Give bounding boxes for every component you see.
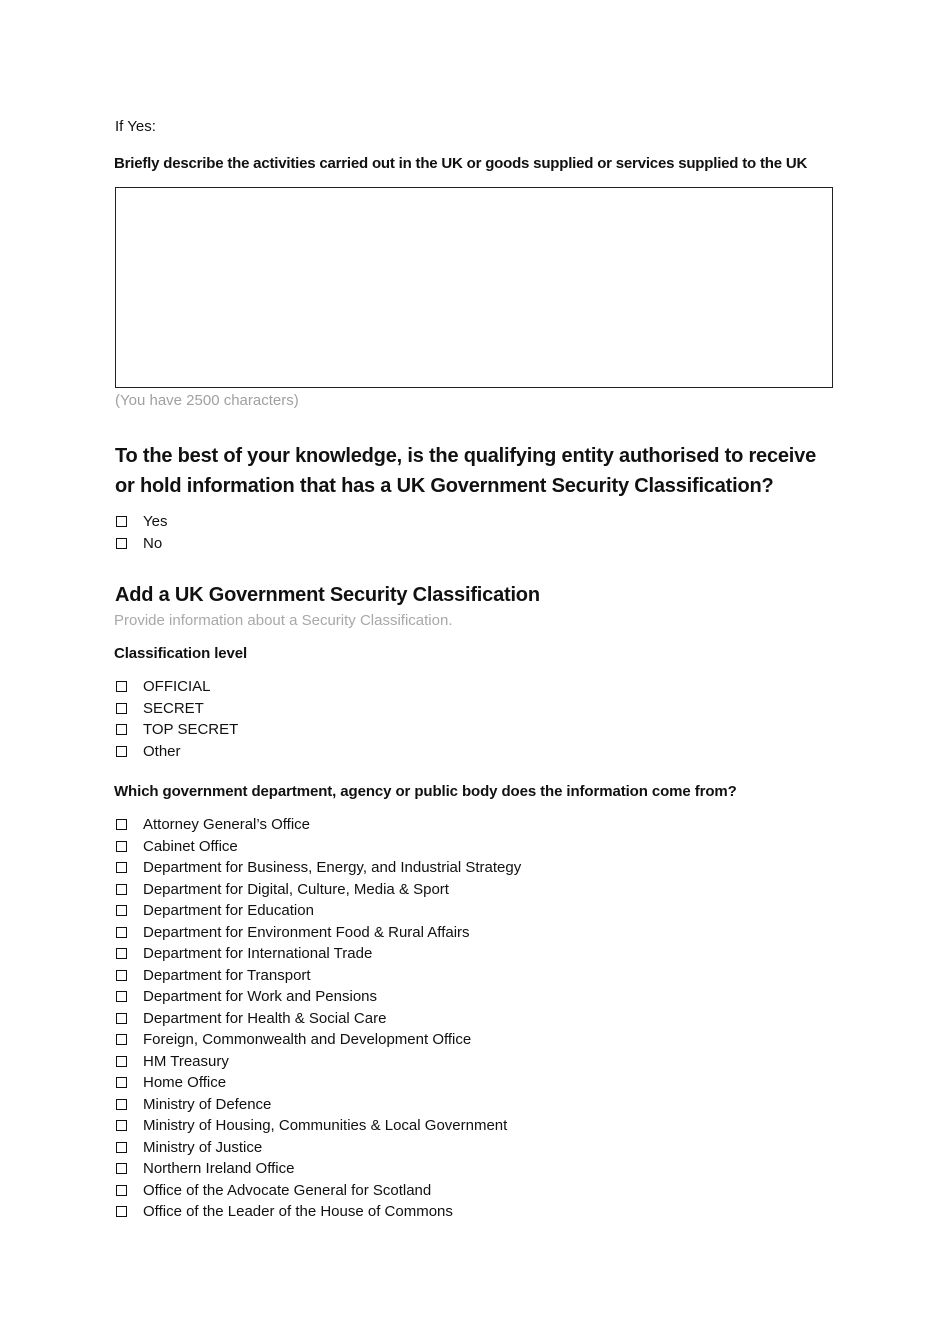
department-option-label: Department for Education bbox=[143, 902, 314, 920]
authorised-option-no[interactable] bbox=[115, 533, 167, 555]
classification-level-options-list bbox=[115, 676, 238, 762]
checkbox-icon[interactable] bbox=[116, 819, 127, 830]
department-option-cabinet-office[interactable] bbox=[115, 836, 521, 858]
authorised-question-heading: To the best of your knowledge, is the qualifying entity authorised to receive or hold information that has a UK Government Security Classification? bbox=[115, 445, 817, 497]
classification-level-option-label: TOP SECRET bbox=[143, 721, 239, 739]
department-option-department-for-environment-food-rural-affairs[interactable] bbox=[115, 922, 521, 944]
authorised-options-list bbox=[115, 511, 167, 554]
checkbox-icon[interactable] bbox=[116, 927, 127, 938]
checkbox-icon[interactable] bbox=[116, 1013, 127, 1024]
checkbox-icon[interactable] bbox=[116, 1185, 127, 1196]
checkbox-icon[interactable] bbox=[116, 1034, 127, 1045]
department-option-office-of-the-leader-of-the-house-of-commons[interactable] bbox=[115, 1201, 521, 1223]
classification-level-option-official[interactable] bbox=[115, 676, 238, 698]
character-count-hint: (You have 2500 characters) bbox=[115, 392, 299, 409]
if-yes-label: If Yes: bbox=[115, 118, 156, 135]
checkbox-icon[interactable] bbox=[116, 970, 127, 981]
department-option-label: Department for Business, Energy, and Industrial Strategy bbox=[143, 859, 522, 877]
department-option-label: Department for International Trade bbox=[143, 945, 373, 963]
department-option-department-for-work-and-pensions[interactable] bbox=[115, 986, 521, 1008]
classification-level-option-top-secret[interactable] bbox=[115, 719, 238, 741]
department-option-department-for-digital-culture-media-sport[interactable] bbox=[115, 879, 521, 901]
checkbox-icon[interactable] bbox=[116, 1163, 127, 1174]
checkbox-icon[interactable] bbox=[116, 1056, 127, 1067]
department-option-northern-ireland-office[interactable] bbox=[115, 1158, 521, 1180]
classification-section-title: Add a UK Government Security Classification bbox=[115, 584, 540, 606]
checkbox-icon[interactable] bbox=[116, 1206, 127, 1217]
department-option-department-for-international-trade[interactable] bbox=[115, 943, 521, 965]
department-option-label: Department for Work and Pensions bbox=[143, 988, 378, 1006]
classification-level-label: Classification level bbox=[114, 645, 248, 662]
authorised-option-label: Yes bbox=[143, 513, 168, 531]
checkbox-icon[interactable] bbox=[116, 746, 127, 757]
classification-level-option-label: SECRET bbox=[143, 699, 204, 717]
classification-level-option-label: OFFICIAL bbox=[143, 678, 211, 696]
department-option-label: Foreign, Commonwealth and Development Office bbox=[143, 1031, 472, 1049]
department-option-department-for-business-energy-and-industrial-strategy[interactable] bbox=[115, 857, 521, 879]
checkbox-icon[interactable] bbox=[116, 1142, 127, 1153]
department-option-label: Department for Digital, Culture, Media & Sport bbox=[143, 880, 449, 898]
checkbox-icon[interactable] bbox=[116, 703, 127, 714]
department-option-label: Department for Transport bbox=[143, 966, 311, 984]
checkbox-icon[interactable] bbox=[116, 538, 127, 549]
department-question-label: Which government department, agency or public body does the information come from? bbox=[114, 783, 737, 800]
department-option-hm-treasury[interactable] bbox=[115, 1051, 521, 1073]
checkbox-icon[interactable] bbox=[116, 1120, 127, 1131]
department-option-label: Home Office bbox=[143, 1074, 227, 1092]
checkbox-icon[interactable] bbox=[116, 681, 127, 692]
department-option-label: Office of the Leader of the House of Commons bbox=[143, 1203, 453, 1221]
checkbox-icon[interactable] bbox=[116, 516, 127, 527]
classification-level-option-label: Other bbox=[143, 742, 181, 760]
department-option-label: Department for Environment Food & Rural Affairs bbox=[143, 923, 470, 941]
department-option-label: Office of the Advocate General for Scotland bbox=[143, 1181, 432, 1199]
department-option-label: Northern Ireland Office bbox=[143, 1160, 295, 1178]
classification-level-option-secret[interactable] bbox=[115, 698, 238, 720]
department-option-label: Department for Health & Social Care bbox=[143, 1009, 387, 1027]
department-option-attorney-general-s-office[interactable] bbox=[115, 814, 521, 836]
department-option-label: Attorney General’s Office bbox=[143, 816, 311, 834]
department-option-label: Ministry of Justice bbox=[143, 1138, 263, 1156]
department-option-department-for-education[interactable] bbox=[115, 900, 521, 922]
department-option-ministry-of-justice[interactable] bbox=[115, 1137, 521, 1159]
authorised-option-yes[interactable] bbox=[115, 511, 167, 533]
department-option-label: Ministry of Housing, Communities & Local Government bbox=[143, 1117, 508, 1135]
department-options-list bbox=[115, 814, 521, 1223]
department-option-label: Cabinet Office bbox=[143, 837, 238, 855]
checkbox-icon[interactable] bbox=[116, 1077, 127, 1088]
activities-description-label: Briefly describe the activities carried out in the UK or goods supplied or services supplied to the UK bbox=[114, 155, 808, 172]
department-option-label: HM Treasury bbox=[143, 1052, 229, 1070]
department-option-office-of-the-advocate-general-for-scotland[interactable] bbox=[115, 1180, 521, 1202]
checkbox-icon[interactable] bbox=[116, 724, 127, 735]
checkbox-icon[interactable] bbox=[116, 948, 127, 959]
classification-level-option-other[interactable] bbox=[115, 741, 238, 763]
checkbox-icon[interactable] bbox=[116, 862, 127, 873]
department-option-department-for-health-social-care[interactable] bbox=[115, 1008, 521, 1030]
department-option-foreign-commonwealth-and-development-office[interactable] bbox=[115, 1029, 521, 1051]
department-option-label: Ministry of Defence bbox=[143, 1095, 272, 1113]
department-option-department-for-transport[interactable] bbox=[115, 965, 521, 987]
activities-description-textarea[interactable] bbox=[115, 187, 833, 388]
department-option-ministry-of-defence[interactable] bbox=[115, 1094, 521, 1116]
authorised-option-label: No bbox=[143, 534, 163, 552]
checkbox-icon[interactable] bbox=[116, 991, 127, 1002]
checkbox-icon[interactable] bbox=[116, 884, 127, 895]
department-option-ministry-of-housing-communities-local-government[interactable] bbox=[115, 1115, 521, 1137]
checkbox-icon[interactable] bbox=[116, 1099, 127, 1110]
checkbox-icon[interactable] bbox=[116, 841, 127, 852]
classification-section-subtitle: Provide information about a Security Classification. bbox=[114, 612, 453, 629]
department-option-home-office[interactable] bbox=[115, 1072, 521, 1094]
checkbox-icon[interactable] bbox=[116, 905, 127, 916]
